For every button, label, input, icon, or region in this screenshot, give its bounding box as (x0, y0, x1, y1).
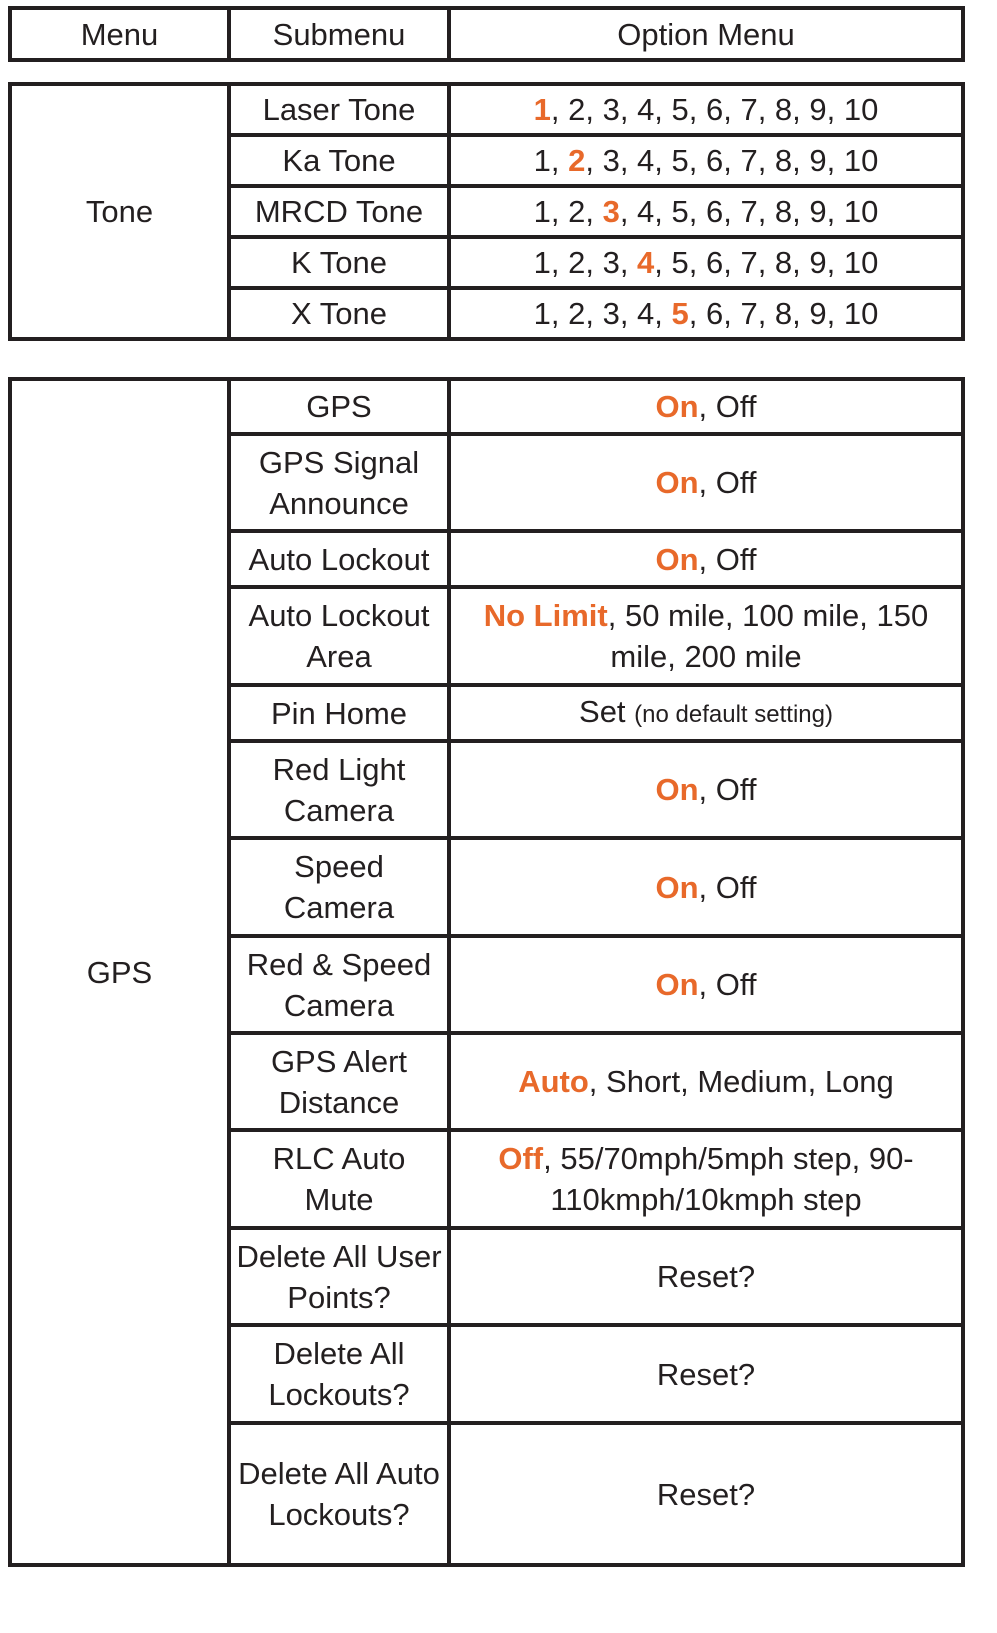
option-cell: On, Off (449, 741, 963, 838)
default-value: Auto (518, 1064, 589, 1099)
header-submenu: Submenu (229, 8, 449, 60)
header-option-menu: Option Menu (449, 8, 963, 60)
submenu-cell: Red & Speed Camera (229, 936, 449, 1033)
default-value: 1 (533, 92, 551, 127)
tone-table (8, 82, 965, 341)
option-cell: 1, 2, 3, 4, 5, 6, 7, 8, 9, 10 (449, 186, 963, 237)
default-value: On (655, 465, 699, 500)
submenu-cell: Pin Home (229, 685, 449, 741)
submenu-cell: Auto Lockout (229, 531, 449, 587)
option-cell: 1, 2, 3, 4, 5, 6, 7, 8, 9, 10 (449, 84, 963, 135)
default-value: 3 (602, 194, 620, 229)
default-value: On (655, 967, 699, 1002)
option-cell: 1, 2, 3, 4, 5, 6, 7, 8, 9, 10 (449, 237, 963, 288)
submenu-cell: Ka Tone (229, 135, 449, 186)
menu-tone: Tone (10, 84, 229, 339)
option-cell: Set (no default setting) (449, 685, 963, 741)
option-cell: 1, 2, 3, 4, 5, 6, 7, 8, 9, 10 (449, 135, 963, 186)
default-value: On (655, 772, 699, 807)
table-row (10, 84, 963, 135)
default-value: No Limit (483, 598, 608, 633)
submenu-cell: Delete All User Points? (229, 1228, 449, 1325)
option-cell: 1, 2, 3, 4, 5, 6, 7, 8, 9, 10 (449, 288, 963, 339)
header-row (10, 8, 963, 60)
option-cell: Reset? (449, 1228, 963, 1325)
option-cell: Reset? (449, 1325, 963, 1423)
option-cell: On, Off (449, 936, 963, 1033)
submenu-cell: GPS Signal Announce (229, 434, 449, 531)
submenu-cell: GPS (229, 379, 449, 434)
default-value: Off (498, 1141, 544, 1176)
submenu-cell: Delete All Lockouts? (229, 1325, 449, 1423)
default-value: On (655, 389, 699, 424)
default-value: On (655, 541, 699, 577)
submenu-cell: Speed Camera (229, 838, 449, 936)
note: (no default setting) (634, 701, 833, 728)
default-value: 5 (671, 296, 689, 331)
submenu-cell: MRCD Tone (229, 186, 449, 237)
default-value: 2 (568, 143, 586, 178)
submenu-cell: RLC Auto Mute (229, 1130, 449, 1228)
header-menu: Menu (10, 8, 229, 60)
submenu-cell: Red Light Camera (229, 741, 449, 838)
header-table (8, 6, 965, 62)
default-value: On (655, 869, 699, 905)
option-cell: Reset? (449, 1423, 963, 1565)
submenu-cell: Auto Lockout Area (229, 587, 449, 685)
option-cell: On, Off (449, 838, 963, 936)
option-cell: Off, 55/70mph/5mph step, 90-110kmph/10kmph step (449, 1130, 963, 1228)
default-value: 4 (637, 245, 655, 280)
option-cell: Auto, Short, Medium, Long (449, 1033, 963, 1130)
submenu-cell: X Tone (229, 288, 449, 339)
option-cell: On, Off (449, 379, 963, 434)
option-cell: No Limit, 50 mile, 100 mile, 150 mile, 200 mile (449, 587, 963, 685)
gps-table (8, 377, 965, 1567)
option-cell: On, Off (449, 531, 963, 587)
menu-gps: GPS (10, 379, 229, 1565)
option-cell: On, Off (449, 434, 963, 531)
submenu-cell: Laser Tone (229, 84, 449, 135)
submenu-cell: Delete All Auto Lockouts? (229, 1423, 449, 1565)
submenu-cell: GPS Alert Distance (229, 1033, 449, 1130)
table-row (10, 379, 963, 434)
submenu-cell: K Tone (229, 237, 449, 288)
